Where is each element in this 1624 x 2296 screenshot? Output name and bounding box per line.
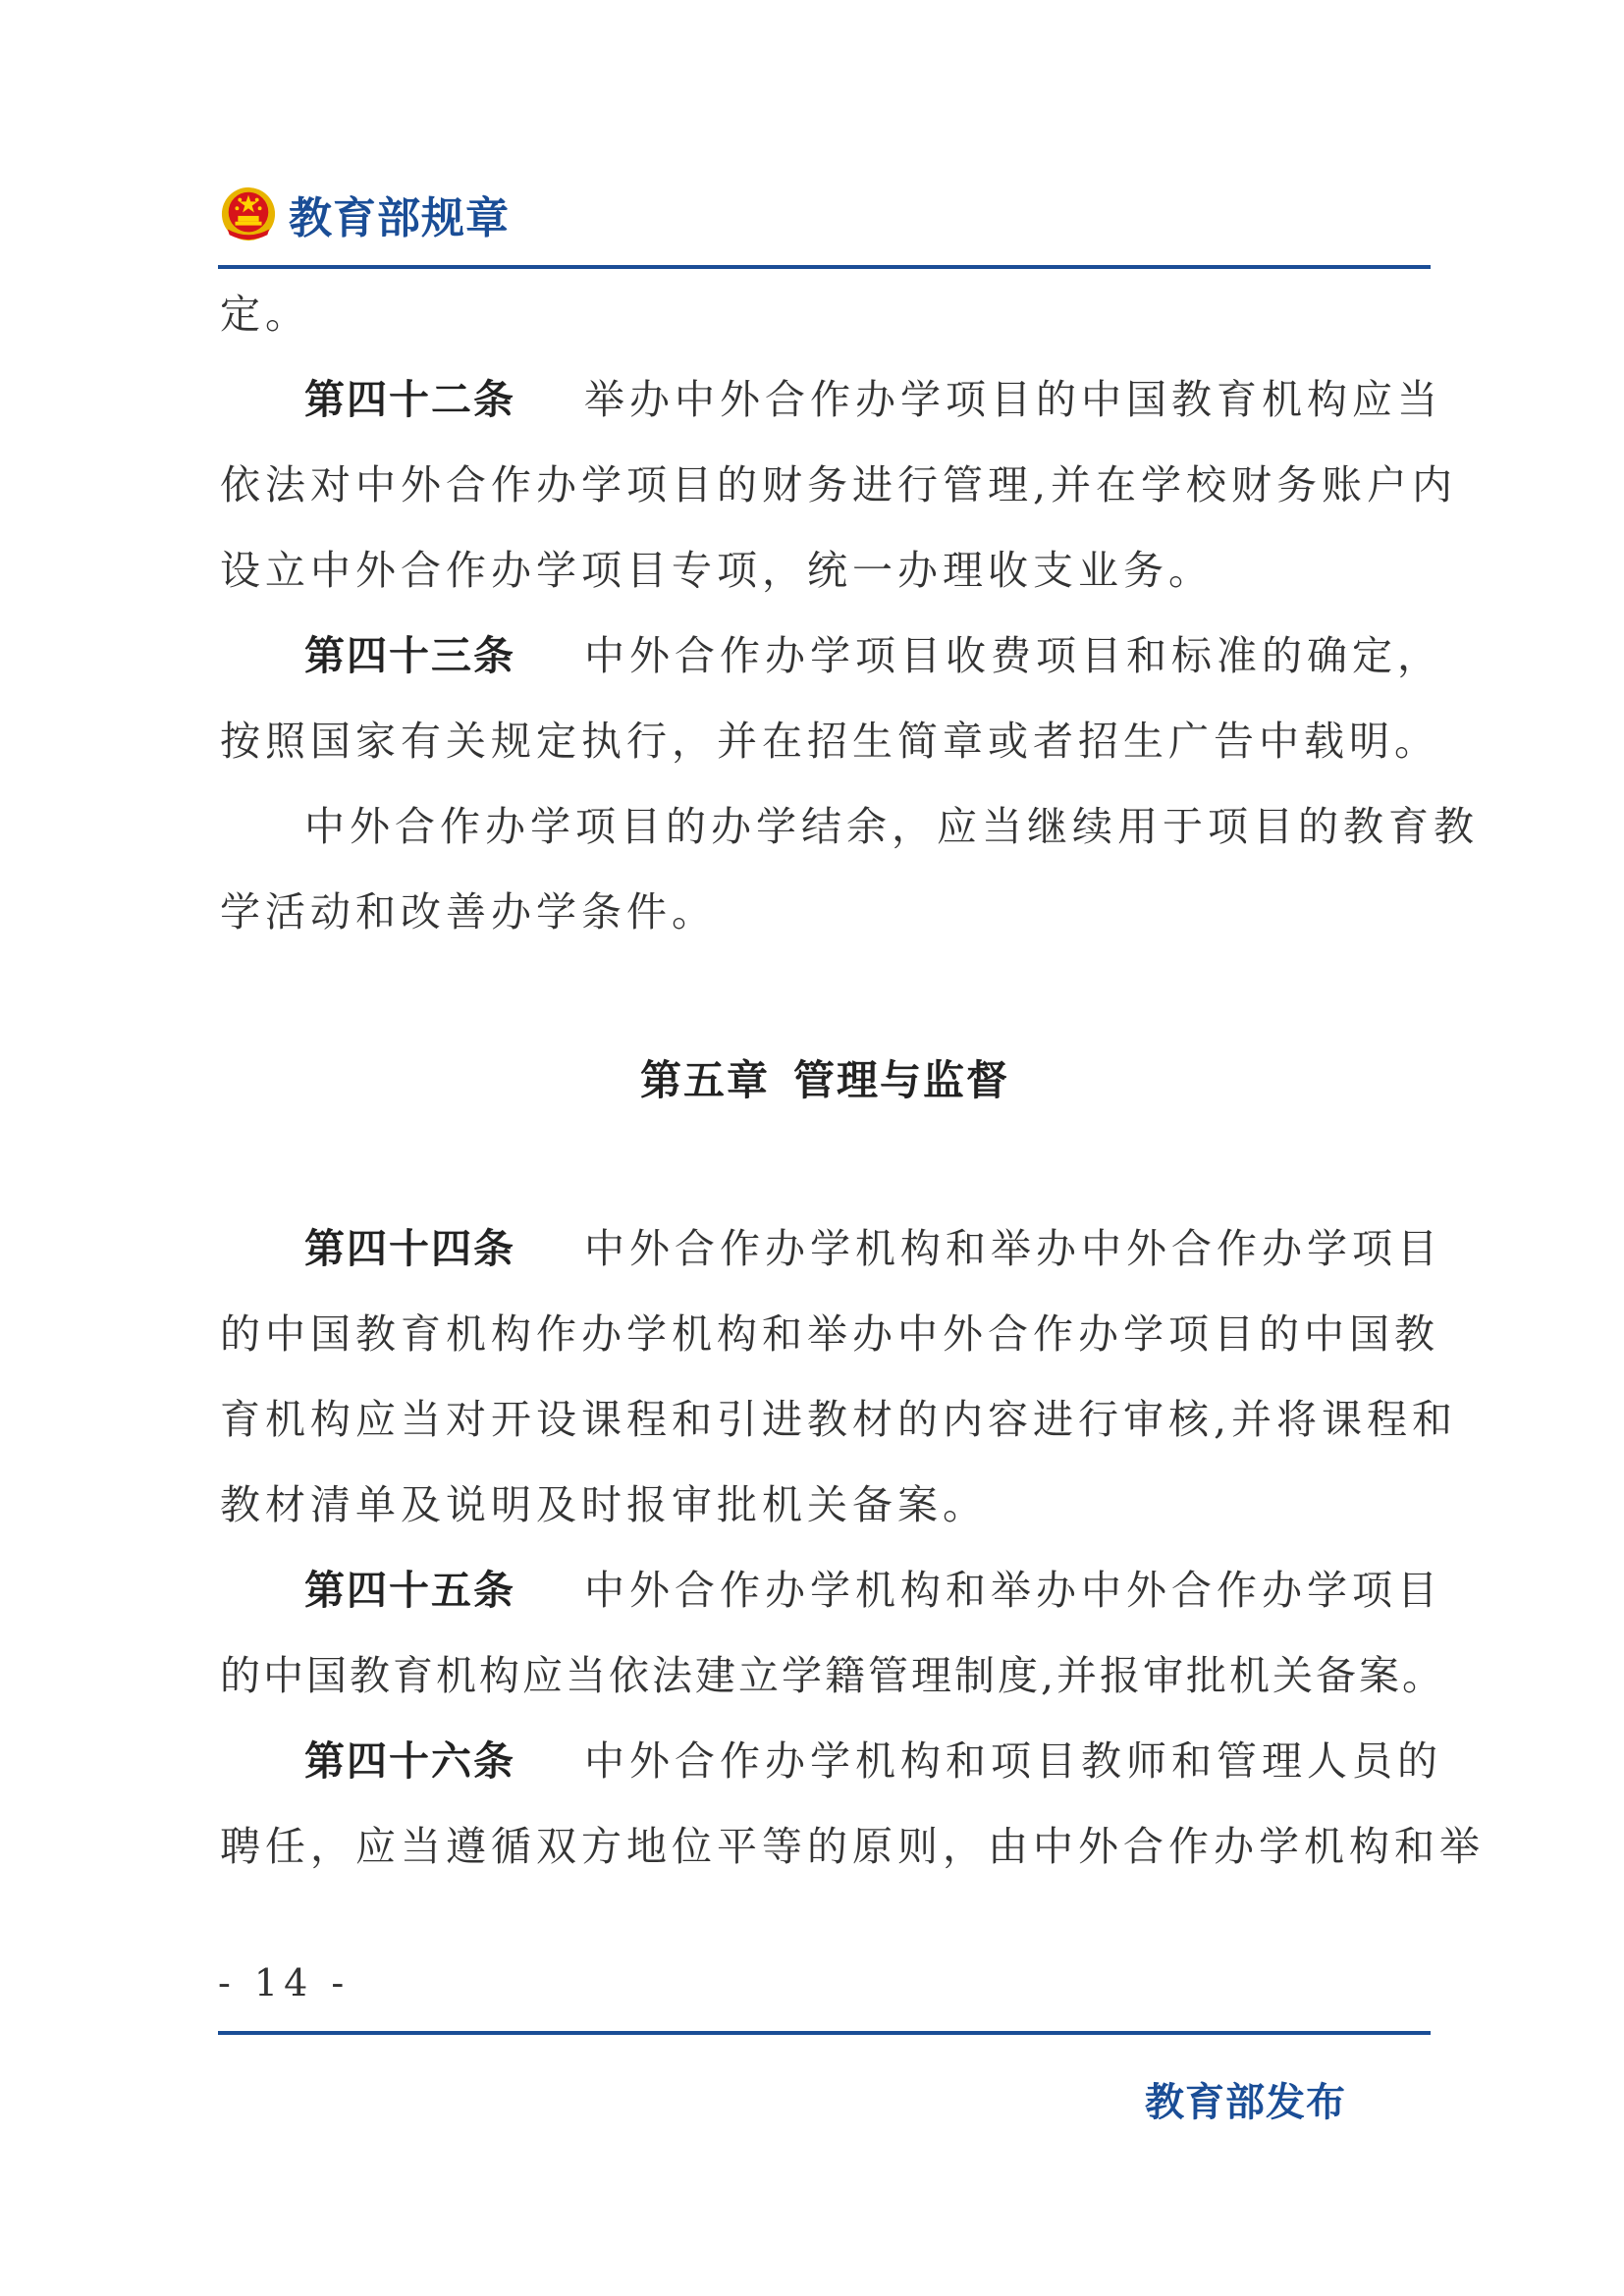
footer-rule (218, 2031, 1431, 2035)
text-line: 第四十二条 举办中外合作办学项目的中国教育机构应当 (304, 376, 1442, 423)
page-number: - 14 - (218, 1961, 351, 2004)
text-block-2 (220, 1216, 1485, 1899)
header-rule (218, 265, 1431, 269)
text-line: 第四十四条 中外合作办学机构和举办中外合作办学项目 (304, 1225, 1442, 1272)
text-block-1 (220, 282, 1479, 965)
text-line: 的中国教育机构作办学机构和举办中外合作办学项目的中国教 (220, 1310, 1439, 1358)
footer-publisher: 教育部发布 (1145, 2080, 1346, 2125)
chapter-number: 第五章 (639, 1056, 770, 1104)
text-line: 育机构应当对开设课程和引进教材的内容进行审核,并将课程和 (220, 1396, 1458, 1443)
text-line: 的中国教育机构应当依法建立学籍管理制度,并报审批机关备案。 (220, 1652, 1446, 1699)
text-line: 按照国家有关规定执行，并在招生简章或者招生广告中载明。 (220, 718, 1439, 765)
text-line: 设立中外合作办学项目专项，统一办理收支业务。 (220, 547, 1214, 594)
article-number: 第四十三条 (304, 632, 515, 679)
chapter-title: 管理与监督 (793, 1056, 1010, 1104)
header-title: 教育部规章 (289, 193, 510, 243)
article-number: 第四十六条 (304, 1737, 515, 1785)
text-line: 聘任，应当遵循双方地位平等的原则，由中外合作办学机构和举 (220, 1823, 1485, 1870)
chapter-heading (220, 1048, 1430, 1107)
article-number: 第四十四条 (304, 1225, 515, 1272)
article-number: 第四十二条 (304, 376, 515, 423)
page-header (220, 175, 510, 253)
text-line: 定。 (220, 291, 310, 338)
article-number: 第四十五条 (304, 1567, 515, 1614)
text-line: 第四十三条 中外合作办学项目收费项目和标准的确定， (304, 632, 1442, 679)
text-line: 依法对中外合作办学项目的财务进行管理,并在学校财务账户内 (220, 461, 1458, 508)
text-line: 第四十五条 中外合作办学机构和举办中外合作办学项目 (304, 1567, 1442, 1614)
text-line: 第四十六条 中外合作办学机构和项目教师和管理人员的 (304, 1737, 1442, 1785)
text-line: 中外合作办学项目的办学结余，应当继续用于项目的教育教 (304, 803, 1479, 850)
text-line: 学活动和改善办学条件。 (220, 888, 717, 935)
text-line: 教材清单及说明及时报审批机关备案。 (220, 1481, 988, 1528)
national-emblem-icon (220, 186, 277, 242)
